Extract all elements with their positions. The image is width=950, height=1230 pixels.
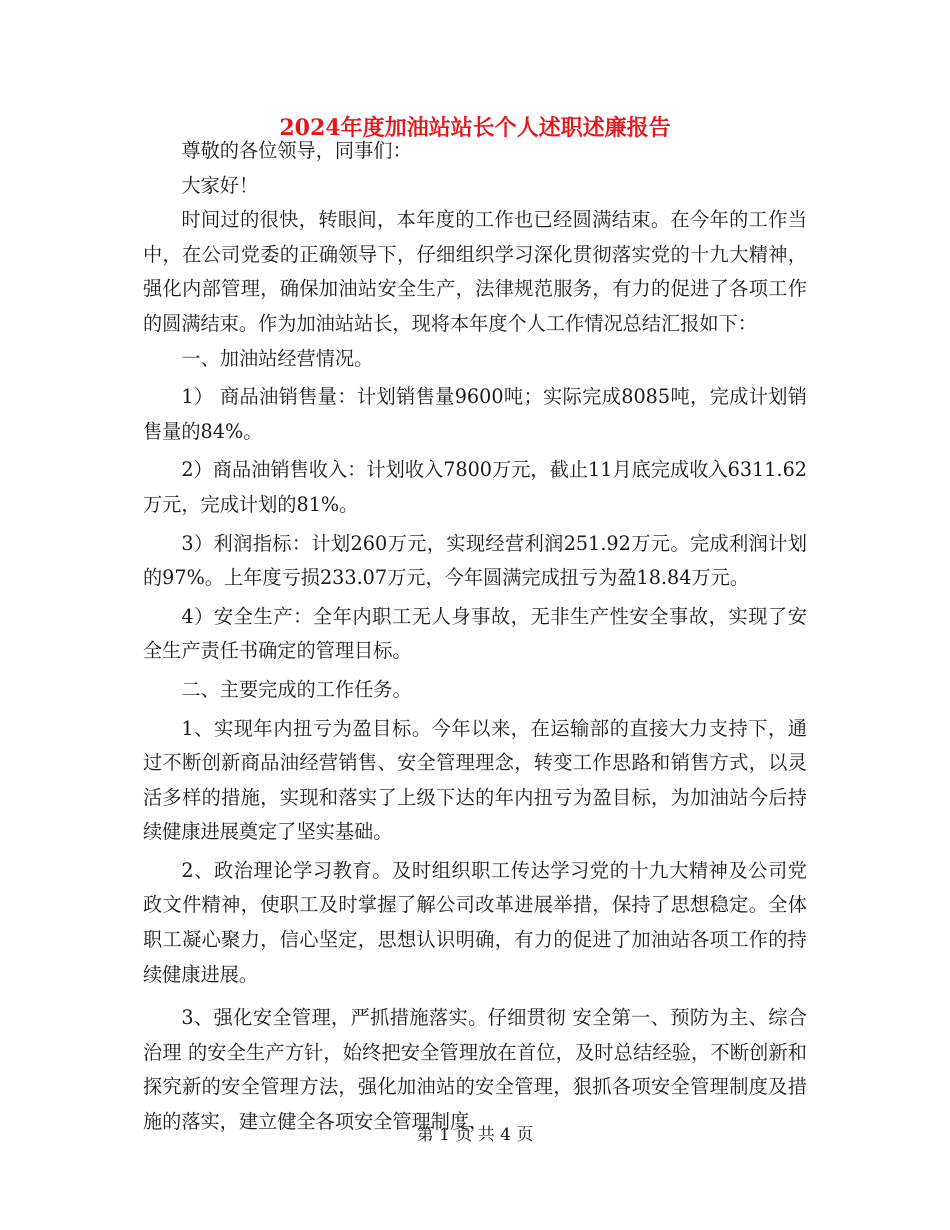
task-1-paragraph: 1、实现年内扭亏为盈目标。今年以来，在运输部的直接大力支持下，通过不断创新商品油经营销售、安全管理理念，转变工作思路和销售方式，以灵活多样的措施，实现和落实了上级下达的年内扭亏为盈目标，为加油站今后持续健康进展奠定了坚实基础。: [143, 716, 807, 844]
document-body: [143, 134, 807, 1140]
document-title: 2024年度加油站站长个人述职述廉报告: [279, 115, 671, 141]
task-3-paragraph: 3、强化安全管理，严抓措施落实。仔细贯彻 安全第一、预防为主、综合治理 的安全生产方针，始终把安全管理放在首位，及时总结经验，不断创新和探究新的安全管理方法，强化加油站的安全管理，狠抓各项安全管理制度及措施的落实，建立健全各项安全管理制度，: [143, 1006, 807, 1134]
greeting-paragraph: 尊敬的各位领导，同事们：: [181, 139, 412, 162]
page-footer: 第 1 页 共 4 页: [416, 1125, 534, 1145]
sales-revenue-paragraph: 2）商品油销售收入：计划收入7800万元，截止11月底完成收入6311.62万元，完成计划的81%。: [143, 458, 807, 516]
intro-paragraph: 时间过的很快，转眼间，本年度的工作也已经圆满结束。在今年的工作当中，在公司党委的正确领导下，仔细组织学习深化贯彻落实党的十九大精神，强化内部管理，确保加油站安全生产，法律规范服务，有力的促进了各项工作的圆满结束。作为加油站站长，现将本年度个人工作情况总结汇报如下：: [143, 208, 807, 335]
profit-paragraph: 3）利润指标：计划260万元，实现经营利润251.92万元。完成利润计划的97%。上年度亏损233.07万元，今年圆满完成扭亏为盈18.84万元。: [143, 531, 807, 590]
task-2-paragraph: 2、政治理论学习教育。及时组织职工传达学习党的十九大精神及公司党政文件精神，使职工及时掌握了解公司改革进展举措，保持了思想稳定。全体职工凝心聚力，信心坚定，思想认识明确，有力的促进了加油站各项工作的持续健康进展。: [143, 858, 807, 986]
sales-volume-paragraph: 1） 商品油销售量：计划销售量9600吨；实际完成8085吨，完成计划销售量的84%。: [143, 385, 807, 443]
safety-paragraph: 4）安全生产：全年内职工无人身事故，无非生产性安全事故，实现了安全生产责任书确定的管理目标。: [143, 604, 807, 663]
section-heading-tasks: 二、主要完成的工作任务。: [181, 677, 412, 701]
section-heading-operations: 一、加油站经营情况。: [181, 346, 374, 370]
salutation-paragraph: 大家好！: [181, 173, 259, 197]
